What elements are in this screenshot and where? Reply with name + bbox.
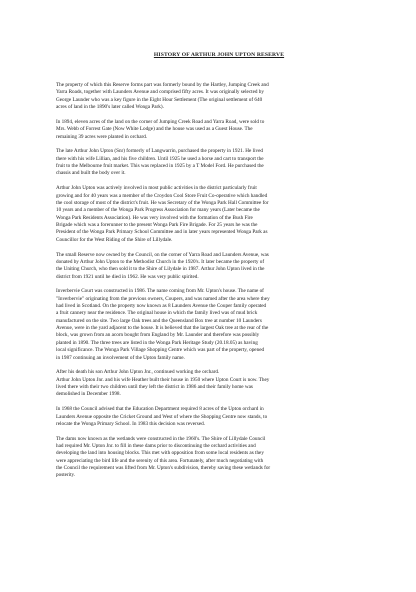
text-line: Yarra Roads, together with Launders Avenue and comprised fifty acres. It was originally selected by — [56, 89, 264, 96]
text-line: The dams now known as the wetlands were constructed in the 1960's. The Shire of Lillydale Council — [56, 435, 266, 442]
document-body — [56, 82, 382, 480]
text-line: acres of land in the 1890's later called Wonga Park). — [56, 104, 164, 111]
text-line: Inverbervie Court was constructed in 1986. The name coming from Mr. Upton's house. The name of — [56, 288, 264, 295]
text-line: George Launder who was a key figure in the Eight Hour Settlement (The original settlement of 640 — [56, 96, 263, 103]
text-line: "Inverbervie" originating from the previous owners, Coupers, and was named after the area where they — [56, 295, 270, 302]
document-title: HISTORY OF ARTHUR JOHN UPTON RESERVE — [153, 52, 285, 58]
text-line: in 1987 continuing an involvement of the Upton family name. — [56, 354, 185, 361]
text-line: local significance. The Wonga Park Village Shopping Centre which was part of the property, opened — [56, 347, 265, 354]
text-line: had required Mr. Upton Jnr. to fill in these dams prior to discontinuing the orchard activities and — [56, 443, 256, 450]
text-line: the Council the requirement was lifted from Mr. Upton's subdivision, thereby saving these wetlands for — [56, 465, 271, 472]
paragraph-2 — [56, 119, 382, 141]
text-line: the Uniting Church, who then sold it to the Shire of Lilydale in 1987. Arthur John Upton lived in the — [56, 266, 265, 273]
text-line: Mrs. Webb of Forrest Gate (Now White Lodge) and the house was used as a Guest House. The — [56, 126, 253, 133]
text-line: 10 years and a member of the Wonga Park Progress Association for many years (Later became the — [56, 207, 260, 214]
text-line: relocate the Wonga Primary School. In 1983 this decision was reversed. — [56, 420, 206, 427]
text-line: were appreciating the bird life and the serenity of this area. Fortunately, after much negotiating with — [56, 457, 264, 464]
text-line: posterity. — [56, 472, 76, 479]
paragraph-4 — [56, 185, 382, 244]
text-line: Wonga Park Residents Association). He was very involved with the formation of the Bush Fire — [56, 214, 253, 221]
text-line: fruit to the Melbourne fruit market. This was replaced in 1925 by a T Model Ford. He purchased the — [56, 163, 264, 170]
text-line: Avenue, were in the yard adjacent to the house. It is believed that the largest Oak tree at the rear of the — [56, 325, 269, 332]
text-line: developing the land into housing blocks. This met with opposition from some local residents as they — [56, 450, 264, 457]
text-line: Arthur John Upton Jnr. and his wife Heather built their house in 1950 where Upton Court is now. They — [56, 376, 270, 383]
text-line: there with his wife Lillian, and his five children. Until 1925 he used a horse and cart to transport the — [56, 155, 264, 162]
paragraph-1 — [56, 82, 382, 111]
text-line: Launders Avenue opposite the Cricket Ground and West of where the Shopping Centre now stands, to — [56, 413, 268, 420]
text-line: manufactured on the site. Two large Oak trees and the Queensland Box tree at number 10 Launders — [56, 317, 262, 324]
text-line: chassis and built the body over it. — [56, 170, 126, 177]
paragraph-7 — [56, 369, 382, 398]
text-line: President of the Wonga Park Primary School Committee and in later years represented Wonga Park as — [56, 229, 268, 236]
text-line: block, was grown from an acorn bought from England by Mr. Launder and therefore was possibly — [56, 332, 260, 339]
text-line: remaining 39 acres were planted in orchard. — [56, 133, 148, 140]
paragraph-9 — [56, 436, 382, 480]
text-line: demolished in December 1998. — [56, 391, 121, 398]
text-line: The small Reserve now owned by the Council, on the corner of Yarra Road and Launders Avenue, was — [56, 251, 269, 258]
text-line: In 1968 the Council advised that the Education Department required 8 acres of the Upton orchard in — [56, 406, 264, 413]
text-line: district from 1921 until he died in 1962. He was very public spirited. — [56, 273, 199, 280]
paragraph-6 — [56, 288, 382, 361]
paragraph-8 — [56, 406, 382, 428]
paragraph-3 — [56, 148, 382, 177]
text-line: planted in 1890. The three trees are listed in the Wonga Park Heritage Study (20.18.05) as having — [56, 339, 258, 346]
text-line: The late Arthur John Upton (Snr) formerly of Langwarrin, purchased the property in 1921. He lived — [56, 148, 264, 155]
text-line: had lived in Scotland. On the property now known as 8 Launders Avenue the Couper family operated — [56, 303, 267, 310]
text-line: The property of which this Reserve forms part was formerly bound by the Hartley, Jumping Creek and — [56, 82, 269, 88]
text-line: lived there with their two children until they left the district in 1986 and their family home was — [56, 384, 253, 391]
text-line: donated by Arthur John Upton to the Methodist Church in the 1920's. It later became the property of — [56, 258, 265, 265]
text-line: a fruit cannery near the residence. The original house in which the family lived was of mud brick — [56, 310, 258, 317]
paragraph-5 — [56, 252, 382, 281]
text-line: Councillor for the West Riding of the Shire of Lillydale. — [56, 236, 173, 243]
text-line: After his death his son Arthur John Upton Jnr., continued working the orchard. — [56, 369, 220, 376]
text-line: In 1894, eleven acres of the land on the corner of Jumping Creek Road and Yarra Road, were sold to — [56, 118, 265, 125]
text-line: growing and for 40 years was a member of the Croydon Cool Store Fruit Co-operative which handled — [56, 192, 268, 199]
text-line: Arthur John Upton was actively involved in most public activities in the district particularly fruit — [56, 185, 257, 192]
text-line: the cool storage of most of the district's fruit. He was Secretary of the Wonga Park Hall Committee for — [56, 199, 269, 206]
text-line: Brigade which was a forerunner to the present Wonga Park Fire Brigade. For 25 years he was the — [56, 222, 258, 228]
